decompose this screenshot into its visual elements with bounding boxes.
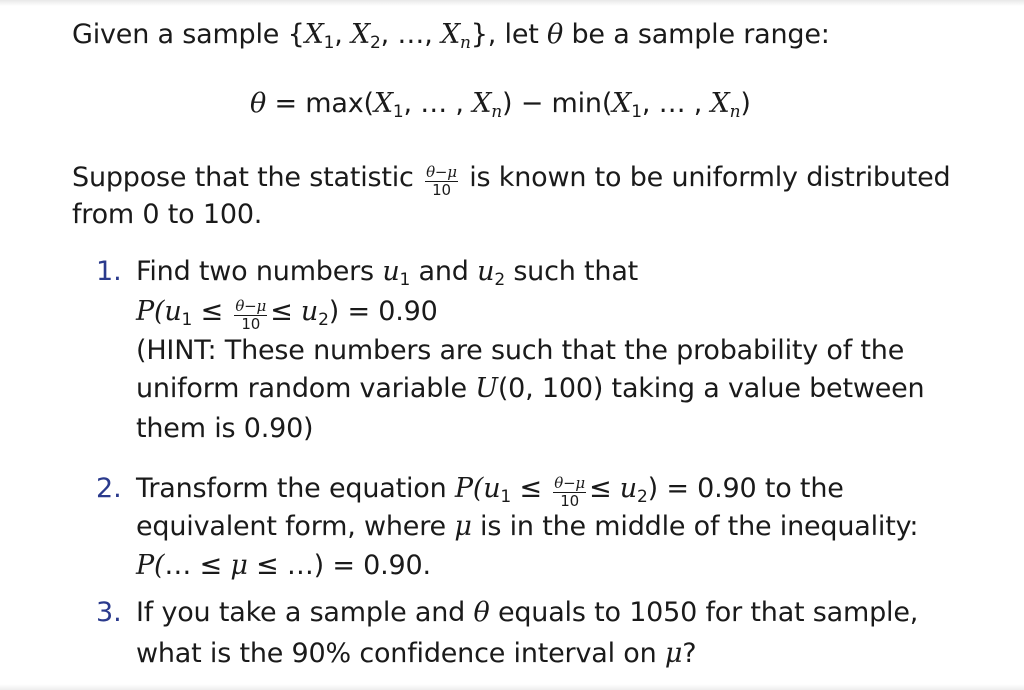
item-1-hint-line-2 bbox=[136, 371, 924, 407]
intro-text: , let bbox=[487, 19, 548, 50]
fraction-numerator: θ−μ bbox=[235, 297, 267, 315]
var-x: X bbox=[612, 88, 632, 119]
var-theta: θ bbox=[473, 597, 490, 628]
subscript: 1 bbox=[500, 487, 512, 507]
fraction-numerator: θ−μ bbox=[426, 163, 457, 181]
range-equation bbox=[250, 86, 751, 122]
probability-P: P( bbox=[136, 296, 165, 327]
var-u: u bbox=[164, 296, 182, 327]
intro-text: be a sample range: bbox=[563, 19, 830, 50]
item-text: is in the middle of the inequality: bbox=[471, 511, 919, 542]
item-text: ) = 0.90 to the bbox=[647, 473, 844, 504]
leq-sign: ≤ bbox=[270, 296, 301, 327]
top-edge-shadow bbox=[0, 0, 1024, 6]
var-x: X bbox=[373, 88, 393, 119]
var-theta: θ bbox=[547, 19, 564, 50]
var-x: X bbox=[472, 88, 492, 119]
intro-text: Given a sample bbox=[72, 19, 288, 50]
var-x: X bbox=[304, 19, 324, 50]
var-mu: μ bbox=[664, 638, 683, 669]
subscript: n bbox=[491, 102, 502, 122]
leq-sign: ≤ bbox=[588, 473, 620, 504]
item-text: what is the 90% confidence interval on bbox=[136, 638, 665, 669]
item-3-line-1 bbox=[136, 595, 918, 631]
max-function: max( bbox=[305, 88, 374, 119]
ellipsis: … bbox=[397, 19, 425, 50]
item-text: (0, 100) taking a value between bbox=[497, 373, 925, 404]
leq-sign: ≤ bbox=[511, 473, 551, 504]
var-u: u bbox=[382, 256, 400, 287]
var-u: u bbox=[300, 296, 319, 327]
subscript: 2 bbox=[318, 310, 329, 330]
item-3-line-2 bbox=[136, 636, 696, 672]
var-x: X bbox=[710, 88, 730, 119]
minus-sign: ) − bbox=[501, 88, 552, 119]
item-text: … ≤ bbox=[164, 550, 231, 581]
item-text: ? bbox=[682, 638, 697, 669]
fraction-denominator: 10 bbox=[241, 315, 261, 333]
subscript: 2 bbox=[494, 270, 505, 290]
probability-P: P( bbox=[136, 550, 165, 581]
var-u: u bbox=[477, 256, 495, 287]
subscript: 1 bbox=[631, 102, 642, 122]
var-mu: μ bbox=[230, 550, 248, 581]
close-paren: ) bbox=[740, 88, 751, 119]
var-theta: θ bbox=[250, 88, 267, 119]
subscript: 1 bbox=[392, 102, 404, 122]
intro-sentence: Given a sample {$X_1$, $X_2$, …, $X_n$}, let θ be a sample range: bbox=[72, 19, 830, 53]
statistic-sentence bbox=[72, 160, 950, 198]
item-text: equivalent form, where bbox=[136, 511, 455, 542]
separator: , … , bbox=[403, 88, 473, 119]
item-text: Find two numbers bbox=[136, 256, 383, 287]
item-number: 1. bbox=[96, 256, 122, 287]
probability-P: P( bbox=[454, 473, 484, 504]
var-u: u bbox=[483, 473, 501, 504]
item-1-probability bbox=[136, 294, 438, 332]
item-text: ≤ …) = 0.90. bbox=[247, 550, 431, 581]
subscript: 1 bbox=[323, 33, 335, 53]
equals-sign: = bbox=[266, 88, 306, 119]
var-x: X bbox=[351, 19, 371, 50]
item-text: uniform random variable bbox=[136, 373, 476, 404]
var-mu: μ bbox=[454, 511, 472, 542]
item-1-line-1 bbox=[136, 254, 638, 290]
item-1-hint-line-3: them is 0.90) bbox=[136, 413, 314, 444]
statistic-fraction bbox=[234, 299, 267, 332]
fraction-denominator: 10 bbox=[432, 181, 451, 199]
var-U: U bbox=[475, 373, 498, 404]
subscript: 2 bbox=[370, 33, 381, 53]
subscript: 2 bbox=[637, 487, 648, 507]
statistic-text: Suppose that the statistic bbox=[72, 162, 414, 193]
statistic-fraction bbox=[553, 476, 586, 509]
statistic-text-line2: from 0 to 100. bbox=[72, 199, 263, 230]
item-2-line-2 bbox=[136, 509, 918, 545]
item-text: and bbox=[410, 256, 478, 287]
item-text: ) = 0.90 bbox=[328, 296, 438, 327]
min-function: min( bbox=[551, 88, 613, 119]
item-text: If you take a sample and bbox=[136, 597, 474, 628]
fraction-numerator: θ−μ bbox=[554, 474, 585, 492]
subscript: 1 bbox=[181, 310, 193, 330]
subscript: 1 bbox=[399, 270, 411, 290]
item-2-line-1 bbox=[136, 471, 844, 509]
fraction-denominator: 10 bbox=[560, 492, 579, 510]
statistic-text: is known to be uniformly distributed bbox=[469, 162, 951, 193]
statistic-fraction bbox=[425, 165, 458, 198]
item-text: Transform the equation bbox=[136, 473, 455, 504]
subscript: n bbox=[460, 33, 471, 53]
var-x: X bbox=[441, 19, 461, 50]
subscript: n bbox=[729, 102, 741, 122]
item-text: such that bbox=[504, 256, 639, 287]
item-text: equals to 1050 for that sample, bbox=[489, 597, 919, 628]
item-number: 2. bbox=[96, 473, 122, 504]
set-open-brace: { bbox=[287, 19, 305, 50]
var-u: u bbox=[619, 473, 637, 504]
item-2-line-3 bbox=[136, 548, 431, 584]
item-number: 3. bbox=[96, 597, 122, 628]
bottom-edge-shadow bbox=[0, 684, 1024, 690]
item-1-hint-line-1: (HINT: These numbers are such that the probability of the bbox=[136, 335, 905, 366]
leq-sign: ≤ bbox=[192, 296, 232, 327]
set-close-brace: } bbox=[470, 19, 488, 50]
separator: , … , bbox=[641, 88, 711, 119]
